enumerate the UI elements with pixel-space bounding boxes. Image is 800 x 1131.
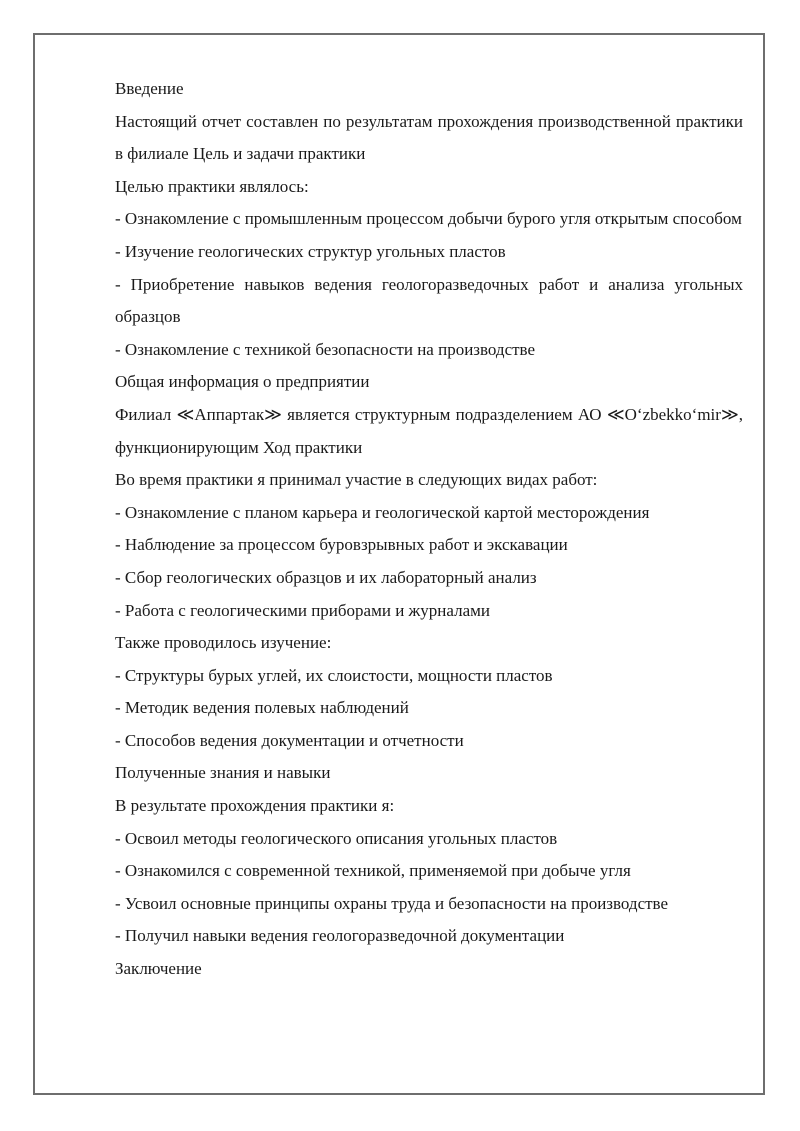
paragraph-11: - Ознакомление с планом карьера и геологической картой месторождения — [115, 502, 650, 522]
paragraph-24: - Получил навыки ведения геологоразведочной документации — [115, 926, 565, 946]
paragraph-3: Целью практики являлось: — [115, 176, 309, 196]
paragraph-15: Также проводилось изучение: — [115, 633, 332, 653]
paragraph-1: Введение — [115, 79, 184, 98]
document-body — [115, 73, 743, 986]
paragraph-2: Настоящий отчет составлен по результатам прохождения производственной практики в филиале Цель и задачи практики — [115, 111, 743, 164]
paragraph-8: Общая информация о предприятии — [115, 372, 370, 392]
paragraph-14: - Работа с геологическими приборами и журналами — [115, 600, 490, 620]
paragraph-21: - Освоил методы геологического описания угольных пластов — [115, 828, 558, 848]
paragraph-7: - Ознакомление с техникой безопасности на производстве — [115, 339, 536, 359]
paragraph-12: - Наблюдение за процессом буровзрывных работ и экскавации — [115, 535, 568, 555]
paragraph-13: - Сбор геологических образцов и их лабораторный анализ — [115, 567, 537, 587]
paragraph-19: Полученные знания и навыки — [115, 763, 331, 783]
paragraph-22: - Ознакомился с современной техникой, применяемой при добыче угля — [115, 861, 631, 881]
paragraph-18: - Способов ведения документации и отчетности — [115, 730, 464, 750]
paragraph-10: Во время практики я принимал участие в следующих видах работ: — [115, 470, 598, 490]
paragraph-17: - Методик ведения полевых наблюдений — [115, 698, 409, 718]
paragraph-5: - Изучение геологических структур угольных пластов — [115, 241, 506, 261]
paragraph-9: Филиал ≪Аппартак≫ является структурным подразделением АО ≪O‘zbekko‘mir≫, функционирующим Ход практики — [115, 404, 743, 457]
paragraph-6: - Приобретение навыков ведения геологоразведочных работ и анализа угольных образцов — [115, 274, 743, 327]
paragraph-23: - Усвоил основные принципы охраны труда и безопасности на производстве — [115, 893, 669, 913]
paragraph-25: Заключение — [115, 959, 202, 979]
paragraph-4: - Ознакомление с промышленным процессом добычи бурого угля открытым способом — [115, 209, 742, 229]
paragraph-16: - Структуры бурых углей, их слоистости, мощности пластов — [115, 665, 553, 685]
paragraph-20: В результате прохождения практики я: — [115, 796, 395, 816]
